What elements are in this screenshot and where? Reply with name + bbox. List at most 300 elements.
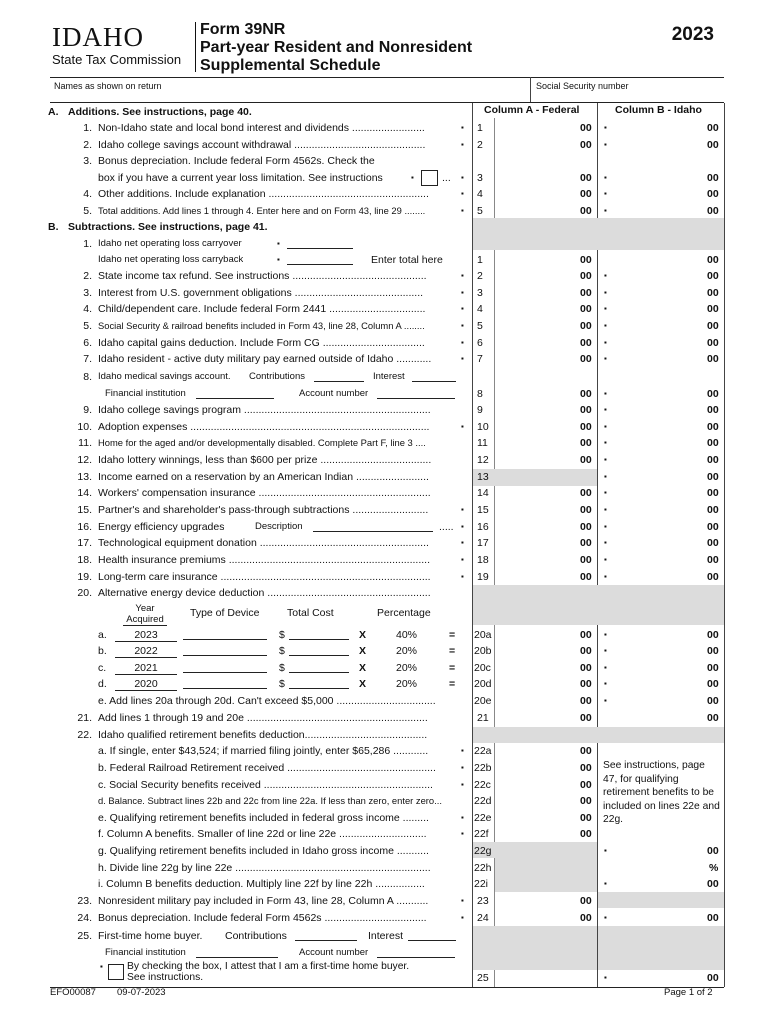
column-b-cents: 00 (707, 303, 719, 315)
line-text: Add lines 1 through 19 and 20e .............................................................. (98, 712, 428, 724)
row-letter: d. (98, 678, 107, 690)
acquired-year: 2022 (115, 643, 177, 658)
bullet-icon: ▪ (461, 321, 464, 330)
multiply-sign: X (359, 678, 367, 690)
line-text: Idaho qualified retirement benefits deduction.......................................... (98, 729, 428, 741)
line-text: Idaho lottery winnings, less than $600 per prize ...................................... (98, 454, 432, 466)
line-text: box if you have a current year loss limitation. See instructions (98, 172, 383, 184)
bullet-icon: ▪ (604, 538, 607, 547)
homebuyer-account-field[interactable] (377, 945, 455, 958)
line-box-number: 24 (477, 912, 489, 924)
bullet-icon: ▪ (461, 572, 464, 581)
column-b-cents: 00 (707, 521, 719, 533)
line-box-number: 16 (477, 521, 489, 533)
line-a4 (0, 186, 770, 203)
line-box-number: 20c (474, 662, 491, 674)
msa-contributions-field[interactable] (314, 369, 364, 382)
bullet-icon: ▪ (100, 962, 103, 971)
bullet-icon: ▪ (604, 288, 607, 297)
line-20a (0, 627, 770, 644)
line-box-number: 21 (477, 712, 489, 724)
column-b-cents: 00 (707, 188, 719, 200)
line-text: Idaho college savings account withdrawal ............................................. (98, 139, 426, 151)
column-a-cents: 00 (580, 337, 592, 349)
column-a-cents: 00 (580, 404, 592, 416)
line-number: 23. (77, 895, 92, 907)
line-b3 (0, 285, 770, 302)
line-box-number: 2 (477, 139, 483, 151)
line-b17 (0, 535, 770, 552)
form-title-line1: Part-year Resident and Nonresident (200, 39, 473, 56)
line-22f (0, 826, 770, 843)
line-box-number: 20b (474, 645, 492, 657)
column-a-cents: 00 (580, 254, 592, 266)
line-box-number: 3 (477, 172, 483, 184)
column-b-cents: 00 (707, 205, 719, 217)
column-a-cents: 00 (580, 629, 592, 641)
header-divider (195, 22, 196, 72)
msa-institution-field[interactable] (196, 386, 274, 399)
line-text: e. Qualifying retirement benefits included in federal gross income ......... (98, 812, 429, 824)
acquired-year: 2023 (115, 627, 177, 642)
total-cost-field[interactable] (289, 627, 349, 640)
section-a-header (0, 104, 770, 121)
column-b-cents: 00 (707, 454, 719, 466)
column-a-cents: 00 (580, 287, 592, 299)
line-a5 (0, 203, 770, 220)
line-text: c. Social Security benefits received .......................................................... (98, 779, 433, 791)
column-b-cents: 00 (707, 287, 719, 299)
line-box-number: 18 (477, 554, 489, 566)
line-b6 (0, 335, 770, 352)
column-b-cents: 00 (707, 139, 719, 151)
total-cost-field[interactable] (289, 676, 349, 689)
line-text: Nonresident military pay included in Form 43, line 28, Column A ........... (98, 895, 429, 907)
bullet-icon: ▪ (604, 123, 607, 132)
bullet-icon: ▪ (461, 354, 464, 363)
line-box-number: 13 (477, 471, 489, 483)
multiply-sign: X (359, 662, 367, 674)
line-text: First-time home buyer. (98, 930, 203, 942)
dollar-sign: $ (279, 662, 285, 674)
bullet-icon: ▪ (604, 338, 607, 347)
line-number: 18. (77, 554, 92, 566)
line-number: 4. (83, 188, 92, 200)
line-b25-part2 (0, 945, 770, 962)
homebuyer-contributions-field[interactable] (295, 928, 357, 941)
equals-sign: = (449, 645, 456, 657)
line-number: 2. (83, 139, 92, 151)
bullet-icon: ▪ (604, 879, 607, 888)
line-b13 (0, 469, 770, 486)
percentage-header: Percentage (377, 607, 431, 619)
column-a-cents: 00 (580, 353, 592, 365)
column-b-header: Column B - Idaho (615, 104, 702, 116)
financial-institution-label: Financial institution (105, 947, 186, 958)
bullet-icon: ▪ (461, 271, 464, 280)
bullet-icon: ▪ (461, 140, 464, 149)
column-b-cents: 00 (707, 845, 719, 857)
bullet-icon: ▪ (461, 304, 464, 313)
line-22a (0, 743, 770, 760)
contributions-label: Contributions (225, 930, 287, 942)
line-b8-part1 (0, 369, 770, 386)
line-box-number: 17 (477, 537, 489, 549)
line-box-number: 1 (477, 254, 483, 266)
bullet-icon: ▪ (604, 304, 607, 313)
total-cost-header: Total Cost (287, 607, 334, 619)
line-number: 16. (77, 521, 92, 533)
line-text: Idaho medical savings account. (98, 371, 231, 382)
column-b-cents: 00 (707, 320, 719, 332)
percentage-value: 20% (396, 645, 418, 657)
line-number: 11. (78, 437, 92, 449)
device-type-field[interactable] (183, 627, 267, 640)
line-box-number: 14 (477, 487, 489, 499)
column-a-cents: 00 (580, 537, 592, 549)
bullet-icon: ▪ (461, 746, 464, 755)
line-a2 (0, 137, 770, 154)
dollar-sign: $ (279, 629, 285, 641)
bullet-icon: ▪ (277, 239, 280, 248)
total-cost-field[interactable] (289, 643, 349, 656)
line-b5 (0, 318, 770, 335)
line-text: Health insurance premiums ..................................................................... (98, 554, 431, 566)
dollar-sign: $ (279, 645, 285, 657)
bullet-icon: ▪ (461, 288, 464, 297)
column-b-cents: 00 (707, 878, 719, 890)
line-text: Idaho college savings program ................................................................ (98, 404, 431, 416)
dollar-sign: $ (279, 678, 285, 690)
homebuyer-institution-field[interactable] (196, 945, 278, 958)
line-number: 8. (83, 371, 92, 383)
bullet-icon: ▪ (461, 813, 464, 822)
line-box-number: 25 (477, 972, 489, 984)
msa-account-field[interactable] (377, 386, 455, 399)
column-b-cents: 00 (707, 437, 719, 449)
contributions-label: Contributions (249, 371, 305, 382)
device-type-field[interactable] (183, 643, 267, 656)
line-number: 14. (77, 487, 92, 499)
column-b-cents: 00 (707, 421, 719, 433)
column-a-cents: 00 (580, 712, 592, 724)
bullet-icon: ▪ (604, 271, 607, 280)
account-number-label: Account number (299, 388, 369, 399)
line-text: Bonus depreciation. Include federal Form 4562s. Check the (98, 155, 375, 167)
line-number: 9. (83, 404, 92, 416)
column-a-cents: 00 (580, 828, 592, 840)
line-box-number: 2 (477, 270, 483, 282)
attest-instructions: See instructions. (127, 972, 204, 983)
column-a-cents: 00 (580, 795, 592, 807)
line-b16: 16. Energy efficiency upgrades Description ..... ▪ 16 00 ▪ 00 (0, 519, 770, 536)
column-b-cents: 00 (707, 337, 719, 349)
acquired-year: 2020 (115, 676, 177, 691)
line-box-number: 7 (477, 353, 483, 365)
line-box-number: 4 (477, 303, 483, 315)
row-letter: a. (98, 629, 107, 641)
section-b-header (0, 219, 770, 236)
line-b4 (0, 301, 770, 318)
column-a-cents: 00 (580, 662, 592, 674)
column-b-cents: 00 (707, 353, 719, 365)
line-b9 (0, 402, 770, 419)
acquired-header: Acquired (123, 614, 167, 626)
column-a-cents: 00 (580, 437, 592, 449)
column-b-cents: 00 (707, 554, 719, 566)
line-box-number: 4 (477, 188, 483, 200)
line-number: 4. (83, 303, 92, 315)
column-b-cents: 00 (707, 172, 719, 184)
bullet-icon: ▪ (461, 505, 464, 514)
bullet-icon: ▪ (461, 189, 464, 198)
line-box-number: 22b (474, 762, 492, 774)
financial-institution-label: Financial institution (105, 388, 186, 399)
nol-carryback-field[interactable] (287, 252, 353, 265)
line-number: 24. (77, 912, 92, 924)
column-a-cents: 00 (580, 695, 592, 707)
line-box-number: 19 (477, 571, 489, 583)
column-a-cents: 00 (580, 122, 592, 134)
line-text: Idaho net operating loss carryover (98, 238, 242, 249)
line-text: State income tax refund. See instructions .............................................. (98, 270, 427, 282)
column-a-cents: 00 (580, 678, 592, 690)
bullet-icon: ▪ (461, 780, 464, 789)
line-number: 13. (77, 471, 92, 483)
line-number: 22. (77, 729, 92, 741)
column-a-cents: 00 (580, 188, 592, 200)
line-number: 1. (83, 122, 92, 134)
line-box-number: 9 (477, 404, 483, 416)
line-22g (0, 843, 770, 860)
line-text: Other additions. Include explanation ....................................................... (98, 188, 429, 200)
interest-label: Interest (368, 930, 404, 942)
line-text: Technological equipment donation .......................................................... (98, 537, 429, 549)
line-20d (0, 676, 770, 693)
form-code: EFO00087 (50, 987, 96, 998)
line-box-number: 23 (477, 895, 489, 907)
ssn-divider (530, 77, 531, 102)
multiply-sign: X (359, 629, 367, 641)
bullet-icon: ▪ (461, 422, 464, 431)
form-date: 09-07-2023 (117, 987, 166, 998)
line-b14 (0, 485, 770, 502)
bullet-icon: ▪ (604, 555, 607, 564)
description-label: Description (255, 521, 303, 532)
column-a-cents: 00 (580, 912, 592, 924)
year-acquired-header (123, 603, 167, 626)
line-number: 3. (83, 287, 92, 299)
logo-subtitle: State Tax Commission (52, 52, 182, 67)
line-text: Interest from U.S. government obligations ............................................ (98, 287, 424, 299)
column-b-cents: 00 (707, 571, 719, 583)
bullet-icon: ▪ (604, 630, 607, 639)
line-text: Workers' compensation insurance ........................................................... (98, 487, 431, 499)
homebuyer-interest-field[interactable] (408, 928, 456, 941)
names-rule (50, 102, 724, 103)
section-b-title: Subtractions. See instructions, page 41. (68, 221, 268, 233)
column-a-cents: 00 (580, 745, 592, 757)
section-a-letter: A. (48, 106, 59, 118)
account-number-label: Account number (299, 947, 369, 958)
line-b19 (0, 569, 770, 586)
bullet-icon: ▪ (604, 389, 607, 398)
row-letter: b. (98, 645, 107, 657)
column-a-cents: 00 (580, 139, 592, 151)
bullet-icon: ▪ (604, 663, 607, 672)
equals-sign: = (449, 678, 456, 690)
line-box-number: 22f (474, 828, 489, 840)
line-22i (0, 876, 770, 893)
column-a-cents: 00 (580, 521, 592, 533)
section-a-title: Additions. See instructions, page 40. (68, 106, 252, 118)
line-box-number: 11 (477, 437, 488, 449)
column-a-cents: 00 (580, 388, 592, 400)
total-cost-field[interactable] (289, 660, 349, 673)
line-text: Total additions. Add lines 1 through 4. Enter here and on Form 43, line 29 ........ (98, 205, 426, 216)
line-a3-part1 (0, 153, 770, 170)
column-b-cents: 00 (707, 122, 719, 134)
line-text: Non-Idaho state and local bond interest and dividends ......................... (98, 122, 425, 134)
bullet-icon: ▪ (604, 354, 607, 363)
bullet-icon: ▪ (604, 505, 607, 514)
line-text: Home for the aged and/or developmentally disabled. Complete Part F, line 3 .... (98, 437, 426, 448)
bullet-icon: ▪ (604, 189, 607, 198)
line-text: Adoption expenses .................................................................................. (98, 421, 430, 433)
names-label: Names as shown on return (54, 81, 162, 91)
column-b-cents: 00 (707, 629, 719, 641)
bullet-icon: ▪ (604, 206, 607, 215)
bullet-icon: ▪ (604, 140, 607, 149)
line-b1-carryover (0, 236, 770, 253)
logo-word: IDAHO (52, 22, 144, 52)
multiply-sign: X (359, 645, 367, 657)
line-box-number: 6 (477, 337, 483, 349)
form-title-line2: Supplemental Schedule (200, 57, 381, 74)
device-type-field[interactable] (183, 676, 267, 689)
bullet-icon: ▪ (461, 123, 464, 132)
line-number: 21. (77, 712, 92, 724)
line-text: g. Qualifying retirement benefits included in Idaho gross income ........... (98, 845, 429, 857)
column-b-cents: 00 (707, 388, 719, 400)
line-number: 15. (77, 504, 92, 516)
bullet-icon: ▪ (461, 338, 464, 347)
column-b-cents: 00 (707, 695, 719, 707)
line-b1-carryback (0, 252, 770, 269)
line-b25 (0, 970, 770, 987)
line-a3: box if you have a current year loss limitation. See instructions ▪ ... ▪ 3 00 ▪ 00 (0, 170, 770, 187)
column-b-cents: 00 (707, 487, 719, 499)
line-box-number: 3 (477, 287, 483, 299)
energy-description-field[interactable] (313, 519, 433, 532)
msa-interest-field[interactable] (412, 369, 456, 382)
bullet-icon: ▪ (461, 522, 464, 531)
line-text: Alternative energy device deduction ........................................................ (98, 587, 431, 599)
retirement-instructions-note: See instructions, page 47, for qualifying retirement benefits to be included on lines 22e and 22g. (603, 760, 720, 826)
bullet-icon: ▪ (411, 173, 414, 182)
line-a1 (0, 120, 770, 137)
loss-limitation-checkbox[interactable] (421, 170, 438, 186)
line-b11 (0, 435, 770, 452)
line-number: 12. (77, 454, 92, 466)
form-number: Form 39NR (200, 21, 286, 38)
line-text: Idaho capital gains deduction. Include Form CG ................................... (98, 337, 425, 349)
line-box-number: 22c (474, 779, 491, 791)
line-b15 (0, 502, 770, 519)
line-text: d. Balance. Subtract lines 22b and 22c from line 22a. If less than zero, enter zero... (98, 795, 442, 806)
tax-year: 2023 (671, 24, 714, 45)
line-number: 3. (83, 155, 92, 167)
column-b-cents: 00 (707, 404, 719, 416)
bullet-icon: ▪ (461, 829, 464, 838)
bullet-icon: ▪ (604, 422, 607, 431)
line-box-number: 5 (477, 205, 483, 217)
line-box-number: 5 (477, 320, 483, 332)
interest-label: Interest (373, 371, 405, 382)
line-b21 (0, 710, 770, 727)
column-a-cents: 00 (580, 205, 592, 217)
line-box-number: 20e (474, 695, 492, 707)
line-b18 (0, 552, 770, 569)
nol-carryover-field[interactable] (287, 236, 353, 249)
bullet-icon: ▪ (461, 206, 464, 215)
column-a-cents: 00 (580, 487, 592, 499)
percent-sign: % (709, 862, 719, 874)
bullet-icon: ▪ (604, 173, 607, 182)
ssn-label: Social Security number (536, 81, 629, 91)
column-a-cents: 00 (580, 779, 592, 791)
line-box-number: 22a (474, 745, 492, 757)
line-number: 5. (83, 205, 92, 217)
column-a-cents: 00 (580, 762, 592, 774)
bullet-icon: ▪ (604, 696, 607, 705)
line-text: e. Add lines 20a through 20d. Can't exceed $5,000 .................................. (98, 695, 436, 707)
percentage-value: 20% (396, 678, 418, 690)
line-number: 6. (83, 337, 92, 349)
column-a-cents: 00 (580, 421, 592, 433)
line-box-number: 10 (477, 421, 489, 433)
column-a-cents: 00 (580, 812, 592, 824)
line-b8-part2 (0, 386, 770, 403)
line-b23 (0, 893, 770, 910)
bullet-icon: ▪ (461, 555, 464, 564)
bullet-icon: ▪ (604, 488, 607, 497)
percentage-value: 40% (396, 629, 418, 641)
line-box-number: 20a (474, 629, 492, 641)
bullet-icon: ▪ (604, 572, 607, 581)
line-number: 7. (83, 353, 92, 365)
bullet-icon: ▪ (461, 538, 464, 547)
bullet-icon: ▪ (461, 173, 464, 182)
bullet-icon: ▪ (604, 405, 607, 414)
bullet-icon: ▪ (604, 846, 607, 855)
column-b-cents: 00 (707, 662, 719, 674)
column-b-cents: 00 (707, 972, 719, 984)
line-box-number: 22g (474, 845, 492, 857)
bullet-icon: ▪ (604, 522, 607, 531)
equals-sign: = (449, 662, 456, 674)
line-box-number: 22d (474, 795, 492, 807)
bullet-icon: ▪ (277, 255, 280, 264)
column-b-cents: 00 (707, 912, 719, 924)
bullet-icon: ▪ (604, 913, 607, 922)
line-b22 (0, 727, 770, 744)
line-b10 (0, 419, 770, 436)
column-a-header: Column A - Federal (484, 104, 580, 116)
device-type-field[interactable] (183, 660, 267, 673)
attest-text: By checking the box, I attest that I am a first-time home buyer. (127, 961, 410, 972)
column-a-cents: 00 (580, 895, 592, 907)
